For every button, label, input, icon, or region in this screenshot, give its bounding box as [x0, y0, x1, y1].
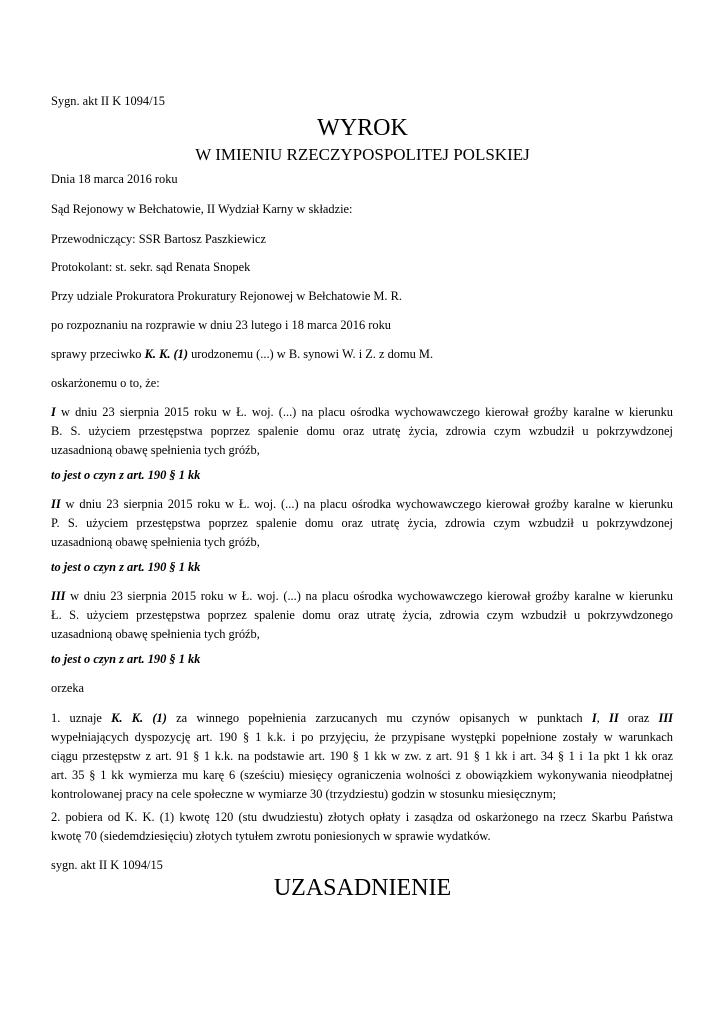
ruling-text-line: ciągu przestępstw z art. 91 § 1 k.k. na podstawie art. 190 § 1 kk w zw. z art. 91 § 1 kk i art. 34 § 1 i 1a pkt 1 kk oraz [51, 749, 673, 763]
verdict-date: Dnia 18 marca 2016 roku [51, 172, 178, 186]
charge-qualification: to jest o czyn z art. 190 § 1 kk [51, 560, 201, 574]
charge-qualification: to jest o czyn z art. 190 § 1 kk [51, 652, 201, 666]
charge-text-line: w dniu 23 sierpnia 2015 roku w Ł. woj. (...) na placu ośrodka wychowawczego kierował groźby karalne w kierunku [55, 405, 673, 419]
verdict-subtitle: W IMIENIU RZECZYPOSPOLITEJ POLSKIEJ [195, 145, 530, 164]
ruling-point-1 [51, 709, 673, 804]
ruling-text: za winnego popełnienia zarzucanych mu czynów opisanych w punktach [166, 711, 592, 725]
ruling-text-line: 2. pobiera od K. K. (1) kwotę 120 (stu dwudziestu) złotych opłaty i zasądza od oskarżonego na rzecz Skarbu Państwa [51, 810, 673, 824]
charge-qualification: to jest o czyn z art. 190 § 1 kk [51, 468, 201, 482]
charge-number: I [51, 405, 56, 419]
court-composition: Sąd Rejonowy w Bełchatowie, II Wydział Karny w składzie: [51, 202, 353, 216]
charge-text-line: w dniu 23 sierpnia 2015 roku w Ł. woj. (...) na placu ośrodka wychowawczego kierował groźby karalne w kierunku [65, 589, 673, 603]
point-ref: I [591, 711, 597, 725]
conjunction: oraz [618, 711, 659, 725]
case-signature-bottom: sygn. akt II K 1094/15 [51, 858, 163, 872]
point-ref: II [609, 711, 619, 725]
charge-text-line: uzasadnioną obawę spełnienia tych gróźb, [51, 627, 260, 641]
charge-number: III [51, 589, 66, 603]
point-ref: III [658, 711, 673, 725]
ruling-text-line: wypełniających dyspozycję art. 190 § 1 k.k. i po przyjęciu, że przypisane występki popełnione zostały w warunkach [51, 730, 673, 744]
ruling-text-line: kontrolowanej pracy na cele społeczne w wymiarze 30 (trzydziestu) godzin w stosunku miesięcznym; [51, 787, 557, 801]
accused-name: K. K. (1) [144, 347, 188, 361]
accused-intro: oskarżonemu o to, że: [51, 376, 160, 390]
charge-paragraph [51, 403, 673, 460]
charge-paragraph [51, 495, 673, 552]
charge-text-line: B. S. użyciem przestępstwa poprzez spalenie domu oraz utratę życia, zdrowia czym wzbudził u pokrzywdzonej [51, 424, 673, 438]
charge-paragraph [51, 587, 673, 644]
charge-text-line: uzasadnioną obawę spełnienia tych gróźb, [51, 535, 260, 549]
hearing-dates: po rozpoznaniu na rozprawie w dniu 23 lutego i 18 marca 2016 roku [51, 318, 391, 332]
case-prefix: sprawy przeciwko [51, 347, 142, 361]
charge-text-line: uzasadnioną obawę spełnienia tych gróźb, [51, 443, 260, 457]
case-against [51, 345, 673, 364]
charge-text-line: w dniu 23 sierpnia 2015 roku w Ł. woj. (...) na placu ośrodka wychowawczego kierował groźby karalne w kierunku [60, 497, 673, 511]
prosecutor-line: Przy udziale Prokuratora Prokuratury Rejonowej w Bełchatowie M. R. [51, 289, 402, 303]
charge-text-line: Ł. S. użyciem przestępstwa poprzez spalenie domu oraz utratę życia, zdrowia czym wzbudził u pokrzywdzonego [51, 608, 673, 622]
ruling-point-2 [51, 808, 673, 846]
case-signature: Sygn. akt II K 1094/15 [51, 94, 165, 108]
charge-text-line: P. S. użyciem przestępstwa poprzez spalenie domu oraz utratę życia, zdrowia czym wzbudził u pokrzywdzonej [51, 516, 673, 530]
court-clerk: Protokolant: st. sekr. sąd Renata Snopek [51, 260, 251, 274]
verdict-title: WYROK [317, 115, 408, 141]
case-suffix: urodzonemu (...) w B. synowi W. i Z. z domu M. [191, 347, 434, 361]
decision-word: orzeka [51, 681, 85, 695]
convicted-name: K. K. (1) [111, 711, 167, 725]
ruling-text-line: art. 35 § 1 kk wymierza mu karę 6 (sześciu) miesięcy ograniczenia wolności z obowiązkiem wykonywania nieodpłatnej [51, 768, 673, 782]
separator: , [596, 711, 610, 725]
presiding-judge: Przewodniczący: SSR Bartosz Paszkiewicz [51, 232, 267, 246]
ruling-text-line: kwotę 70 (siedemdziesięciu) złotych tytułem zwrotu poniesionych w sprawie wydatków. [51, 829, 491, 843]
justification-title: UZASADNIENIE [273, 875, 452, 901]
ruling-lead: 1. uznaje [51, 711, 112, 725]
charge-number: II [51, 497, 61, 511]
